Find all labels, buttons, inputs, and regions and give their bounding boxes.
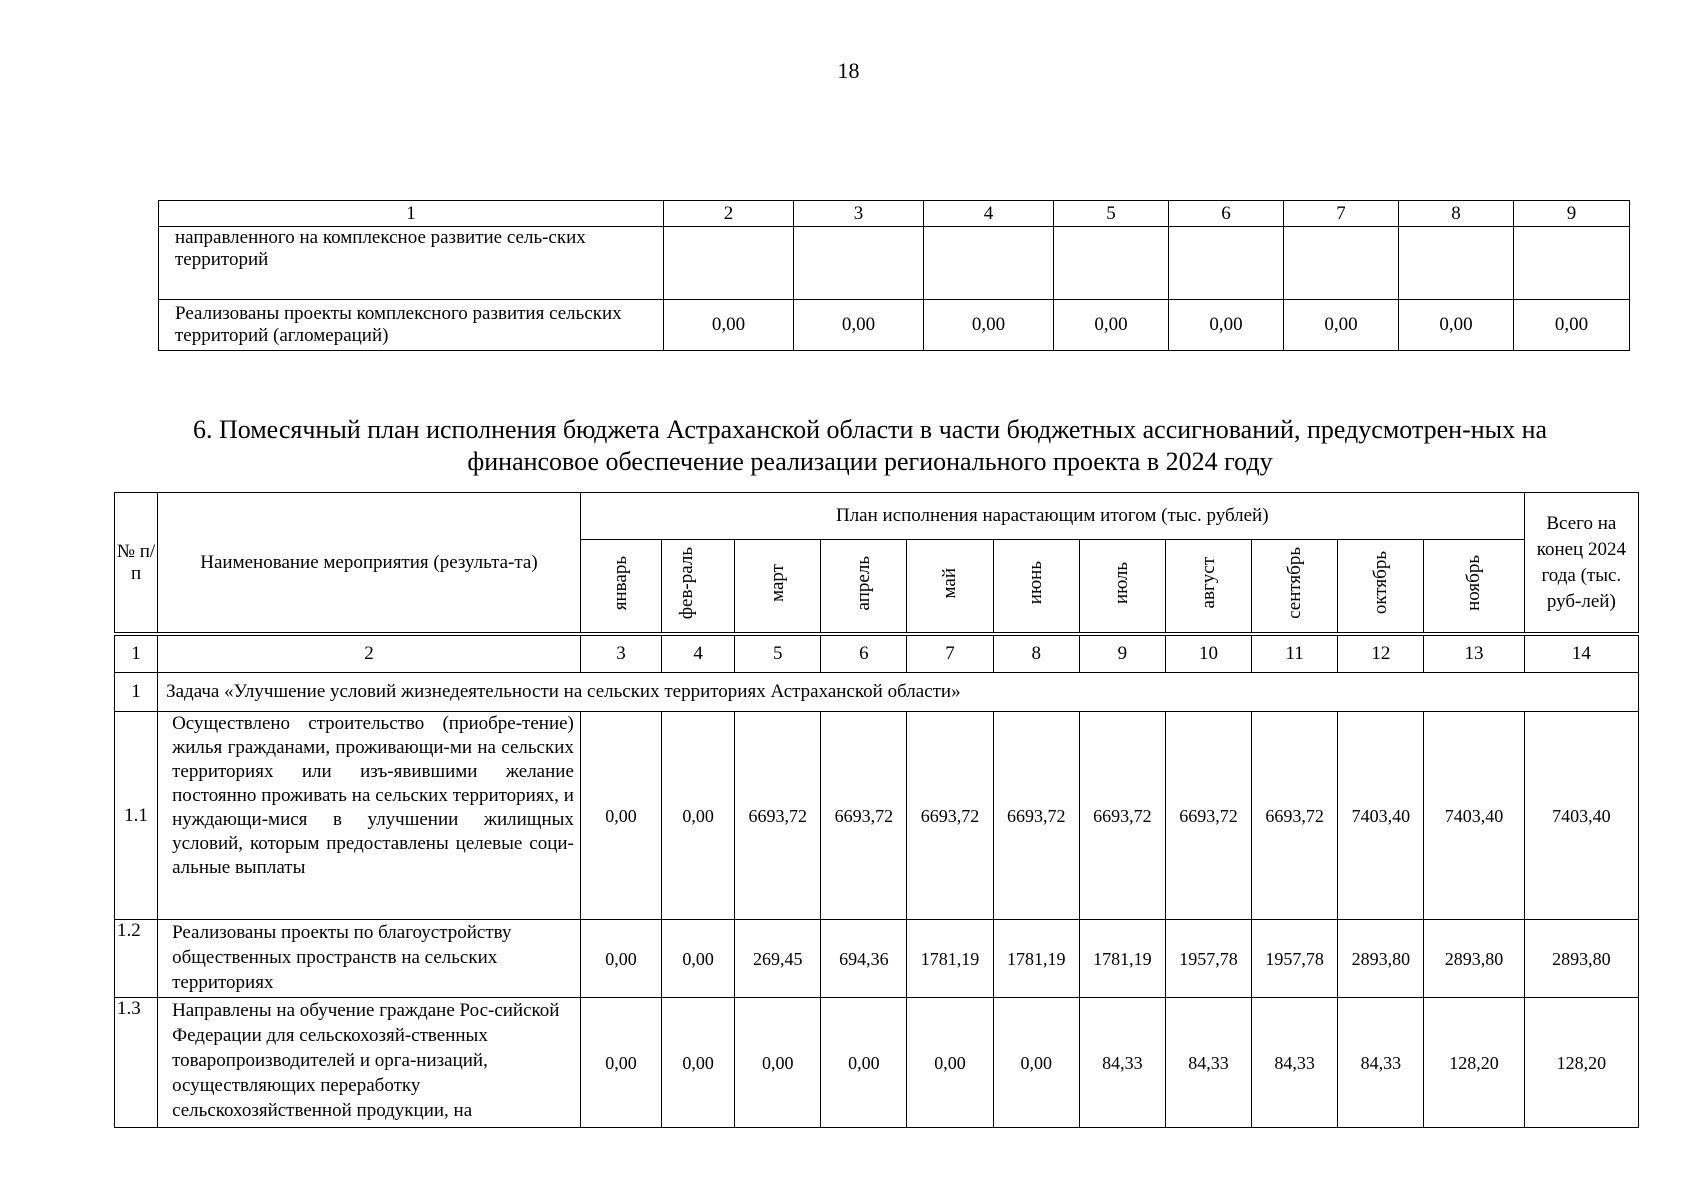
table-row (115, 712, 1639, 920)
cell-value: 0,00 (794, 300, 924, 351)
column-number: 12 (1338, 634, 1424, 673)
cell-value: 0,00 (924, 300, 1054, 351)
table-header-row (159, 201, 1630, 227)
cell-value: 7403,40 (1524, 712, 1638, 920)
table-header-row (115, 493, 1639, 540)
row-number: 1.3 (115, 998, 158, 1128)
cell-value (664, 227, 794, 300)
cell-value: 0,00 (664, 300, 794, 351)
cell-value: 0,00 (1399, 300, 1514, 351)
column-number: 8 (993, 634, 1079, 673)
cell-value: 269,45 (735, 920, 821, 998)
column-header-name: Наименование мероприятия (результа-та) (158, 493, 581, 635)
page-number: 18 (837, 58, 860, 83)
task-row (115, 673, 1639, 712)
column-number: 2 (158, 634, 581, 673)
section-title: 6. Помесячный план исполнения бюджета Астраханской области в части бюджетных ассигнований, предусмотрен-ных на финансовое обеспечение реализации регионального проекта в 2024 году (192, 415, 1548, 476)
cell-value: 6693,72 (735, 712, 821, 920)
column-number: 4 (662, 634, 735, 673)
cell-value: 6693,72 (1252, 712, 1338, 920)
column-number: 13 (1424, 634, 1524, 673)
cell-value (794, 227, 924, 300)
row-number: 1.1 (115, 712, 158, 920)
cell-value (1514, 227, 1630, 300)
row-name: Осуществлено строительство (приобре-тение) жилья гражданами, проживающи-ми на сельских территориях или изъ-явившими желание постоянно проживать на сельских территориях, и нуждающи-мися в улучшении жилищных условий, которым предоставлены целевые соци-альные выплаты (158, 712, 581, 920)
cell-value: 0,00 (662, 998, 735, 1128)
row-name: Реализованы проекты по благоустройству общественных пространств на сельских территориях (158, 920, 581, 998)
row-name: Направлены на обучение граждане Рос-сийской Федерации для сельскохозяй-ственных товаропроизводителей и орга-низаций, осуществляющих переработку сельскохозяйственной продукции, на (158, 998, 581, 1128)
column-number: 10 (1165, 634, 1251, 673)
cell-value (1284, 227, 1399, 300)
cell-value: 0,00 (1514, 300, 1630, 351)
month-header: сентябрь (1252, 540, 1338, 635)
cell-value: 84,33 (1252, 998, 1338, 1128)
row-number: 1.2 (115, 920, 158, 998)
month-header: октябрь (1338, 540, 1424, 635)
column-number: 4 (924, 201, 1054, 227)
cell-value: 128,20 (1524, 998, 1638, 1128)
table-row (159, 300, 1630, 351)
cell-value: 6693,72 (821, 712, 907, 920)
table-row (159, 227, 1630, 300)
column-number: 2 (664, 201, 794, 227)
cell-value: 0,00 (1284, 300, 1399, 351)
cell-value: 0,00 (580, 920, 661, 998)
continuation-table (158, 200, 1630, 351)
month-header: апрель (821, 540, 907, 635)
month-header: фев-раль (662, 540, 735, 635)
column-number: 7 (907, 634, 993, 673)
table-row (115, 920, 1639, 998)
cell-value: 1781,19 (993, 920, 1079, 998)
cell-value: 84,33 (1079, 998, 1165, 1128)
cell-value: 1957,78 (1165, 920, 1251, 998)
cell-value (1169, 227, 1284, 300)
column-header-number: № п/п (115, 493, 158, 635)
cell-value (1054, 227, 1169, 300)
cell-value: 1781,19 (1079, 920, 1165, 998)
budget-plan-table (114, 492, 1639, 1128)
month-header: июль (1079, 540, 1165, 635)
cell-value: 84,33 (1165, 998, 1251, 1128)
cell-value: 2893,80 (1524, 920, 1638, 998)
column-number: 3 (580, 634, 661, 673)
cell-value: 0,00 (1054, 300, 1169, 351)
cell-value: 2893,80 (1424, 920, 1524, 998)
month-header: ноябрь (1424, 540, 1524, 635)
cell-value: 2893,80 (1338, 920, 1424, 998)
column-header-plan: План исполнения нарастающим итогом (тыс. рублей) (580, 493, 1524, 540)
task-text: Задача «Улучшение условий жизнедеятельности на сельских территориях Астраханской области» (158, 673, 1639, 712)
cell-value: 0,00 (907, 998, 993, 1128)
cell-value: 6693,72 (993, 712, 1079, 920)
column-number: 3 (794, 201, 924, 227)
cell-value: 128,20 (1424, 998, 1524, 1128)
column-number: 9 (1514, 201, 1630, 227)
cell-value: 694,36 (821, 920, 907, 998)
column-number: 9 (1079, 634, 1165, 673)
cell-value: 1957,78 (1252, 920, 1338, 998)
cell-value: 0,00 (662, 920, 735, 998)
month-header: март (735, 540, 821, 635)
cell-value: 0,00 (1169, 300, 1284, 351)
cell-value: 6693,72 (907, 712, 993, 920)
cell-value: 7403,40 (1338, 712, 1424, 920)
month-header: май (907, 540, 993, 635)
cell-value: 6693,72 (1079, 712, 1165, 920)
cell-value: 0,00 (580, 712, 661, 920)
month-header: август (1165, 540, 1251, 635)
column-number: 8 (1399, 201, 1514, 227)
column-number: 5 (1054, 201, 1169, 227)
cell-value: 84,33 (1338, 998, 1424, 1128)
cell-value: 0,00 (993, 998, 1079, 1128)
cell-value: 0,00 (662, 712, 735, 920)
column-number: 6 (1169, 201, 1284, 227)
column-number: 11 (1252, 634, 1338, 673)
row-name: направленного на комплексное развитие сель-ских территорий (159, 227, 664, 300)
month-header: июнь (993, 540, 1079, 635)
cell-value: 6693,72 (1165, 712, 1251, 920)
month-header: январь (580, 540, 661, 635)
column-number: 5 (735, 634, 821, 673)
column-number: 7 (1284, 201, 1399, 227)
column-header-total: Всего на конец 2024 года (тыс. руб-лей) (1524, 493, 1638, 635)
row-name: Реализованы проекты комплексного развития сельских территорий (агломераций) (159, 300, 664, 351)
cell-value: 0,00 (821, 998, 907, 1128)
cell-value: 1781,19 (907, 920, 993, 998)
column-number: 1 (115, 634, 158, 673)
column-number: 14 (1524, 634, 1638, 673)
column-number: 1 (159, 201, 664, 227)
cell-value: 7403,40 (1424, 712, 1524, 920)
cell-value (924, 227, 1054, 300)
cell-value: 0,00 (735, 998, 821, 1128)
cell-value: 0,00 (580, 998, 661, 1128)
column-number: 6 (821, 634, 907, 673)
column-numbers-row (115, 634, 1639, 673)
task-number: 1 (115, 673, 158, 712)
cell-value (1399, 227, 1514, 300)
table-row (115, 998, 1639, 1128)
